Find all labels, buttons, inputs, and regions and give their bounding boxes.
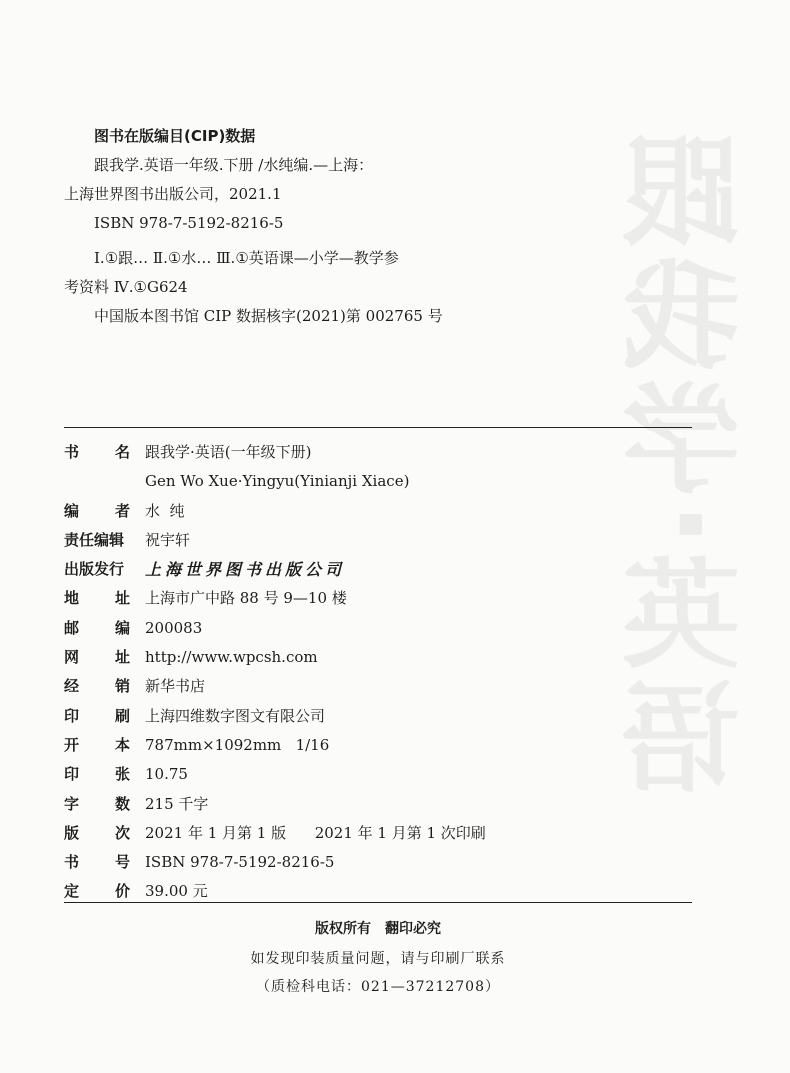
info-label: 编 [64, 501, 80, 520]
info-label: 销 [114, 677, 130, 696]
info-row-website [64, 643, 692, 672]
info-value: 10.75 [145, 765, 188, 784]
info-label: 刷 [114, 706, 130, 725]
info-row-edition [64, 819, 692, 848]
info-row-address [64, 584, 692, 613]
cip-line: 跟我学.英语一年级.下册 /水纯编.—上海： [94, 156, 374, 174]
info-value: Gen Wo Xue·Yingyu(Yinianji Xiace) [145, 472, 410, 491]
publisher-calligraphy-logo: 上海世界图书出版公司 [145, 560, 346, 580]
info-label: 本 [114, 735, 130, 754]
info-row-editor [64, 497, 692, 526]
info-row-word-count [64, 790, 692, 819]
publication-info [64, 438, 692, 907]
info-label: 责任编辑 [64, 530, 125, 549]
cip-block [64, 122, 714, 331]
info-label: 址 [114, 648, 130, 667]
info-row-responsible-editor [64, 526, 692, 555]
info-label: 编 [114, 618, 130, 637]
info-value: 2021 年 1 月第 1 版 2021 年 1 月第 1 次印刷 [145, 823, 486, 842]
info-value: 200083 [145, 618, 203, 637]
info-label: 版 [64, 823, 80, 842]
info-label: 出版发行 [64, 560, 125, 579]
info-value: 水 纯 [145, 501, 185, 520]
info-label: 书 [64, 853, 80, 872]
info-value: 39.00 元 [145, 882, 208, 901]
info-row-pinyin [64, 467, 692, 496]
info-row-postcode [64, 614, 692, 643]
info-value: ISBN 978-7-5192-8216-5 [145, 853, 335, 872]
info-value: 新华书店 [145, 677, 206, 696]
info-row-printer [64, 702, 692, 731]
info-value: 787mm×1092mm 1/16 [145, 735, 330, 754]
info-row-printed-sheets [64, 760, 692, 789]
divider-bottom [64, 902, 692, 903]
piracy-warning: 翻印必究 [385, 921, 441, 937]
info-value: 215 千字 [145, 794, 209, 813]
info-row-format [64, 731, 692, 760]
info-label: 邮 [64, 618, 80, 637]
info-row-publisher [64, 555, 692, 584]
quality-notice: 如发现印装质量问题，请与印刷厂联系 [250, 951, 506, 967]
info-label: 号 [114, 853, 130, 872]
cip-record-number: 中国版本图书馆 CIP 数据核字(2021)第 002765 号 [94, 307, 443, 325]
info-label: 书 [64, 443, 80, 461]
background-title-watermark: 跟我学·英语 [622, 130, 760, 801]
info-value: 祝宇轩 [145, 530, 191, 549]
info-value: 跟我学·英语(一年级下册) [145, 443, 312, 461]
info-row-isbn [64, 848, 692, 877]
info-label: 开 [64, 735, 80, 754]
cip-isbn: ISBN 978-7-5192-8216-5 [94, 214, 284, 232]
cip-line: 上海世界图书出版公司，2021.1 [64, 185, 282, 203]
info-label: 经 [64, 677, 80, 696]
info-label: 定 [64, 882, 80, 901]
info-value: 上海市广中路 88 号 9—10 楼 [145, 589, 347, 608]
info-label: 次 [114, 823, 130, 842]
copyright-text: 版权所有 [315, 921, 371, 937]
info-label: 字 [64, 794, 80, 813]
info-label: 印 [64, 765, 80, 784]
info-label: 印 [64, 706, 80, 725]
info-label: 者 [114, 501, 130, 520]
copyright-notice [64, 918, 692, 938]
info-label: 名 [114, 443, 130, 461]
info-row-title [64, 438, 692, 467]
info-label: 数 [114, 794, 130, 813]
info-value: 上海四维数字图文有限公司 [145, 706, 326, 725]
info-row-distributor [64, 672, 692, 701]
cip-classification: Ⅰ.①跟… Ⅱ.①水… Ⅲ.①英语课—小学—教学参 [94, 249, 399, 267]
info-label: 网 [64, 648, 80, 667]
info-label: 张 [114, 765, 130, 784]
info-label: 址 [114, 589, 130, 608]
quality-phone: （质检科电话：021—37212708） [256, 979, 500, 995]
info-label: 地 [64, 589, 80, 608]
cip-classification-cont: 考资料 Ⅳ.①G624 [64, 278, 188, 296]
info-value: http://www.wpcsh.com [145, 648, 318, 667]
divider-top [64, 427, 692, 428]
cip-heading: 图书在版编目(CIP)数据 [94, 127, 256, 145]
info-label: 价 [114, 882, 130, 901]
